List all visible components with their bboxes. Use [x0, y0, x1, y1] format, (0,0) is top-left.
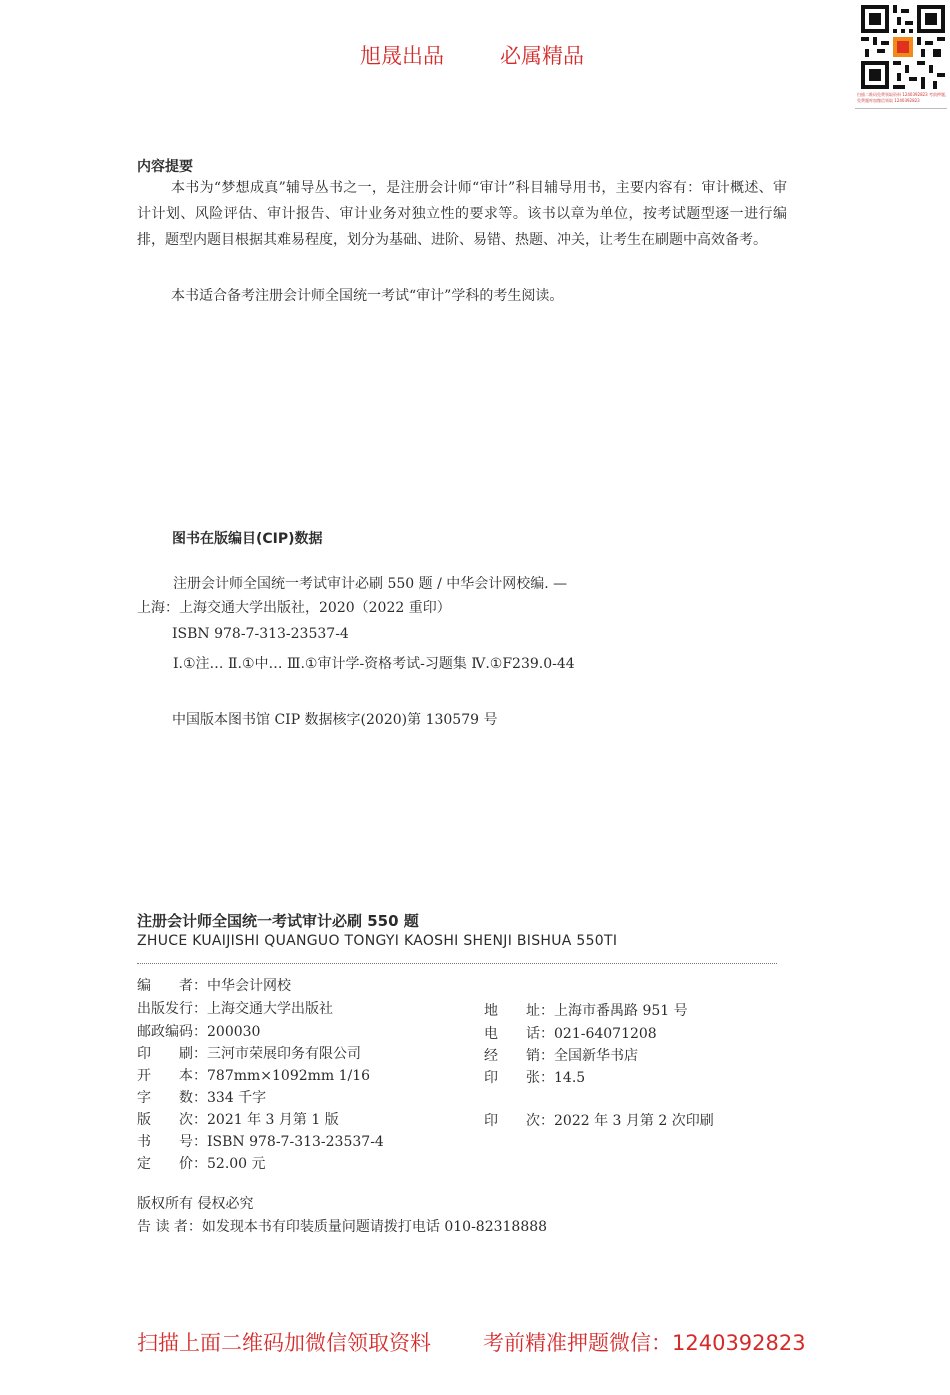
- dotted-divider: [137, 963, 777, 964]
- info-label: 字 数：: [137, 1090, 207, 1106]
- info-phone: [484, 1023, 657, 1043]
- header-divider: [855, 108, 947, 109]
- info-value: 中华会计网校: [207, 978, 291, 994]
- book-title-pinyin: ZHUCE KUAIJISHI QUANGUO TONGYI KAOSHI SHENJI BISHUA 550TI: [137, 933, 618, 949]
- info-address: [484, 1000, 688, 1020]
- info-value: 2022 年 3 月第 2 次印刷: [554, 1113, 714, 1129]
- footer-right-text: 考前精准押题微信：1240392823: [483, 1331, 806, 1355]
- info-value: 787mm×1092mm 1/16: [207, 1068, 371, 1084]
- info-label: 电 话：: [484, 1026, 554, 1042]
- info-value: 021-64071208: [554, 1026, 657, 1042]
- summary-title: 内容提要: [137, 159, 193, 175]
- info-edition: [137, 1109, 339, 1129]
- header-right-text: 必属精品: [500, 44, 584, 68]
- info-editor: [137, 975, 291, 995]
- info-label: 出版发行：: [137, 1001, 207, 1017]
- info-label: 邮政编码：: [137, 1024, 207, 1040]
- info-postcode: [137, 1021, 260, 1041]
- info-label: 印 张：: [484, 1070, 554, 1086]
- cip-verification: 中国版本图书馆 CIP 数据核字(2020)第 130579 号: [172, 712, 498, 728]
- summary-paragraph-2: 本书适合备考注册会计师全国统一考试“审计”学科的考生阅读。: [171, 288, 564, 304]
- footer-left-text: 扫描上面二维码加微信领取资料: [137, 1331, 431, 1355]
- info-printer: [137, 1043, 361, 1063]
- info-label: 定 价：: [137, 1156, 207, 1172]
- info-sheets: [484, 1067, 585, 1087]
- info-value: 200030: [207, 1024, 261, 1040]
- info-value: 上海市番禺路 951 号: [554, 1003, 688, 1019]
- info-isbn: [137, 1131, 384, 1151]
- info-label: 地 址：: [484, 1003, 554, 1019]
- info-format: [137, 1065, 370, 1085]
- info-price: [137, 1153, 266, 1173]
- qr-caption: 扫描二维码免费领取资料 1240392823 考前押题、免费题库加微信领取 1240392823: [857, 92, 949, 103]
- info-value: 全国新华书店: [554, 1048, 638, 1064]
- info-value: 14.5: [554, 1070, 586, 1086]
- info-distributor: [484, 1045, 638, 1065]
- info-value: 52.00 元: [207, 1156, 266, 1172]
- info-label: 印 刷：: [137, 1046, 207, 1062]
- info-label: 开 本：: [137, 1068, 207, 1084]
- cip-classification: Ⅰ.①注… Ⅱ.①中… Ⅲ.①审计学-资格考试-习题集 Ⅳ.①F239.0-44: [173, 656, 575, 672]
- info-label: 编 者：: [137, 978, 207, 994]
- header-left-text: 旭晟出品: [360, 44, 444, 68]
- cip-isbn: ISBN 978-7-313-23537-4: [172, 626, 349, 642]
- info-publisher: [137, 998, 333, 1018]
- info-printing: [484, 1110, 714, 1130]
- info-value: 上海交通大学出版社: [207, 1001, 333, 1017]
- info-label: 印 次：: [484, 1113, 554, 1129]
- reader-notice: 告 读 者：如发现本书有印装质量问题请拨打电话 010-82318888: [137, 1219, 548, 1235]
- book-title: 注册会计师全国统一考试审计必刷 550 题: [137, 912, 419, 930]
- cip-record: 注册会计师全国统一考试审计必刷 550 题 / 中华会计网校编. —上海：上海交通大学出版社，2020（2022 重印）: [137, 576, 568, 616]
- info-value: 2021 年 3 月第 1 版: [207, 1112, 339, 1128]
- copyright-notice: 版权所有 侵权必究: [137, 1196, 254, 1212]
- qr-code-icon[interactable]: [861, 5, 945, 89]
- info-value: 三河市荣展印务有限公司: [207, 1046, 361, 1062]
- info-value: ISBN 978-7-313-23537-4: [207, 1134, 384, 1150]
- info-words: [137, 1087, 266, 1107]
- info-label: 书 号：: [137, 1134, 207, 1150]
- summary-paragraph-1: 本书为“梦想成真”辅导丛书之一，是注册会计师“审计”科目辅导用书，主要内容有：审计概述、审计计划、风险评估、审计报告、审计业务对独立性的要求等。该书以章为单位，按考试题型逐一进行编排，题型内题目根据其难易程度，划分为基础、进阶、易错、热题、冲关，让考生在刷题中高效备考。: [137, 180, 787, 248]
- info-value: 334 千字: [207, 1090, 267, 1106]
- cip-title: 图书在版编目(CIP)数据: [172, 531, 323, 547]
- info-label: 经 销：: [484, 1048, 554, 1064]
- info-label: 版 次：: [137, 1112, 207, 1128]
